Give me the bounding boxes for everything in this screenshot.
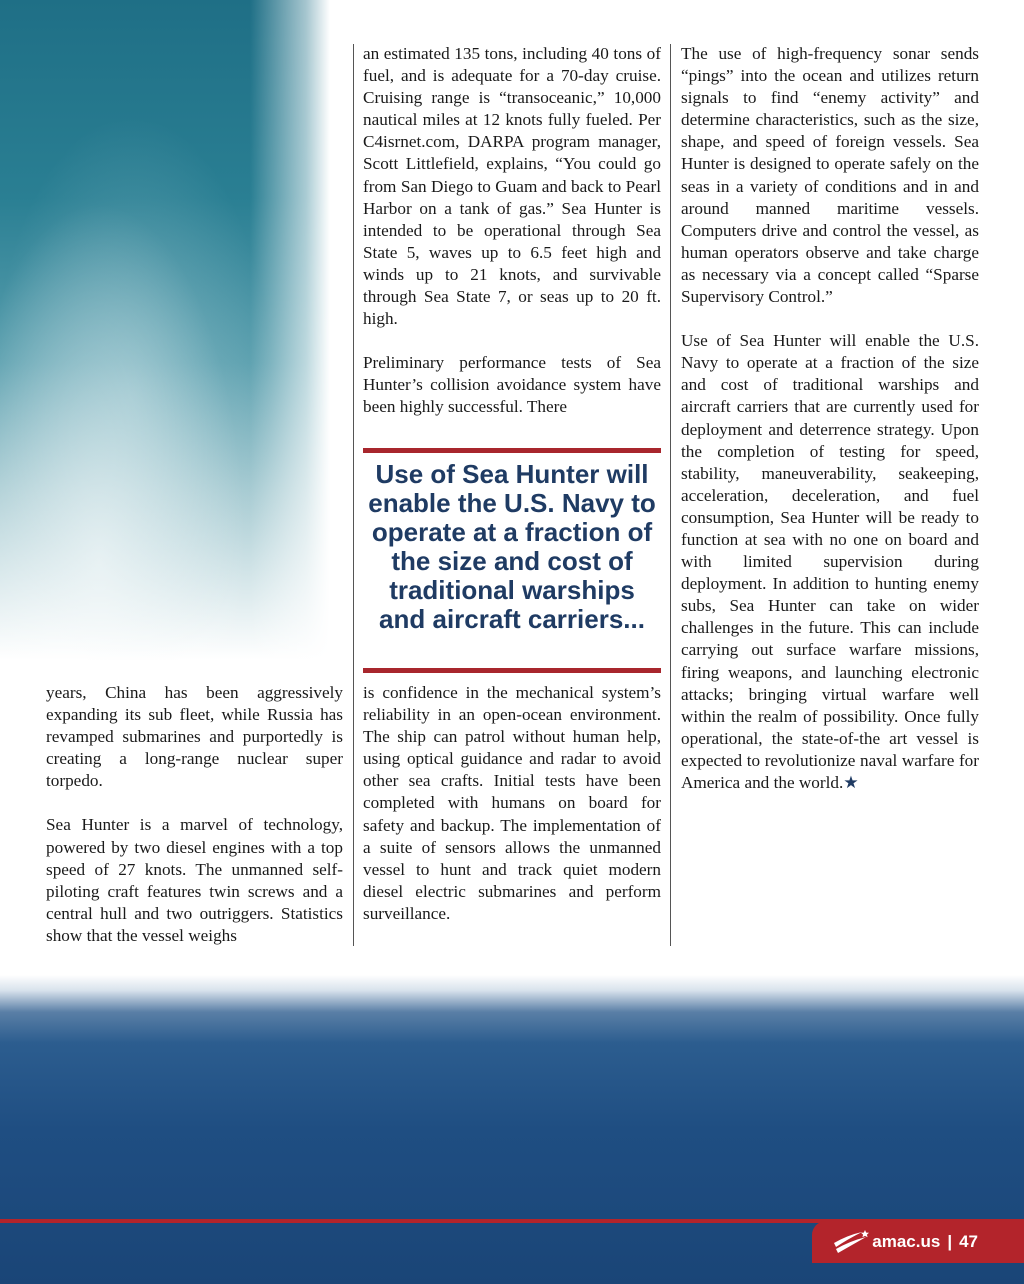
column-right-paragraph-text: Use of Sea Hunter will enable the U.S. Navy to operate at a fraction of the size and cost of traditional warships and aircraft carriers that are currently used for deployment and deterrence strategy. Upon the completion of testing for speed, stability, maneuverability, seakeeping, acceleration, deceleration, and fuel consumption, Sea Hunter will be ready to function at sea with no one on board and with limited supervision during deployment. In addition to hunting enemy subs, Sea Hunter can take on wider challenges in the future. This can include carrying out surface warfare missions, firing weapons, and launching electronic attacks; bringing virtual warfare well within the realm of possibility. Once fully operational, the state-of-the art vessel is expected to revolutionize naval warfare for America and the world.	[681, 331, 979, 792]
footer-page-tab	[812, 1221, 1024, 1263]
end-star-icon: ★	[843, 773, 859, 793]
footer-site-link[interactable]: amac.us	[872, 1232, 941, 1251]
column-middle-bottom	[363, 682, 661, 925]
ocean-photo-fade	[250, 0, 330, 660]
column-left-paragraph: years, China has been aggressively expanding its sub fleet, while Russia has revamped submarines and purportedly is creating a long-range nuclear super torpedo.	[46, 683, 343, 791]
column-middle-paragraph: Preliminary performance tests of Sea Hunter’s collision avoidance system have been highly successful. There	[363, 353, 661, 417]
column-right-paragraph: The use of high-frequency sonar sends “pings” into the ocean and utilizes return signals to find “enemy activity” and determine characteristics, such as the size, shape, and speed of foreign vessels. Sea Hunter is designed to operate safely on the seas in a variety of conditions and in and around manned maritime vessels. Computers drive and control the vessel, as human operators observe and take charge as necessary via a concept called “Sparse Supervisory Control.”	[681, 44, 979, 307]
page-number: 47	[959, 1232, 978, 1251]
amac-swoosh-logo-icon	[832, 1229, 872, 1255]
pull-quote-text: Use of Sea Hunter will enable the U.S. Navy to operate at a fraction of the size and cost of traditional warships and aircraft carriers...	[368, 459, 656, 634]
footer-separator: |	[947, 1232, 953, 1251]
pull-quote-top-bar	[363, 448, 661, 453]
column-divider	[353, 44, 354, 946]
pull-quote-bottom-bar	[363, 668, 661, 673]
column-divider	[670, 44, 671, 946]
column-right-paragraph	[681, 330, 979, 794]
column-left-paragraph: Sea Hunter is a marvel of technology, powered by two diesel engines with a top speed of 27 knots. The unmanned self-piloting craft features twin screws and a central hull and two outriggers. Statistics show that the vessel weighs	[46, 815, 343, 945]
column-right	[681, 43, 979, 794]
column-left	[46, 682, 343, 947]
column-middle-paragraph: is confidence in the mechanical system’s reliability in an open-ocean environment. The ship can patrol without human help, using optical guidance and radar to avoid other sea crafts. Initial tests have been completed with humans on board for safety and backup. The implementation of a suite of sensors allows the unmanned vessel to hunt and track quiet modern diesel electric submarines and perform surveillance.	[363, 683, 661, 923]
column-middle-top	[363, 43, 661, 419]
column-middle-paragraph: an estimated 135 tons, including 40 tons of fuel, and is adequate for a 70-day cruise. Cruising range is “transoceanic,” 10,000 nautical miles at 12 knots fully fueled. Per C4isrnet.com, DARPA program manager, Scott Littlefield, explains, “You could go from San Diego to Guam and back to Pearl Harbor on a tank of gas.” Sea Hunter is intended to be operational through Sea State 5, waves up to 6.5 feet high and winds up to 21 knots, and survivable through Sea State 7, or seas up to 20 ft. high.	[363, 44, 661, 329]
pull-quote	[363, 448, 661, 674]
